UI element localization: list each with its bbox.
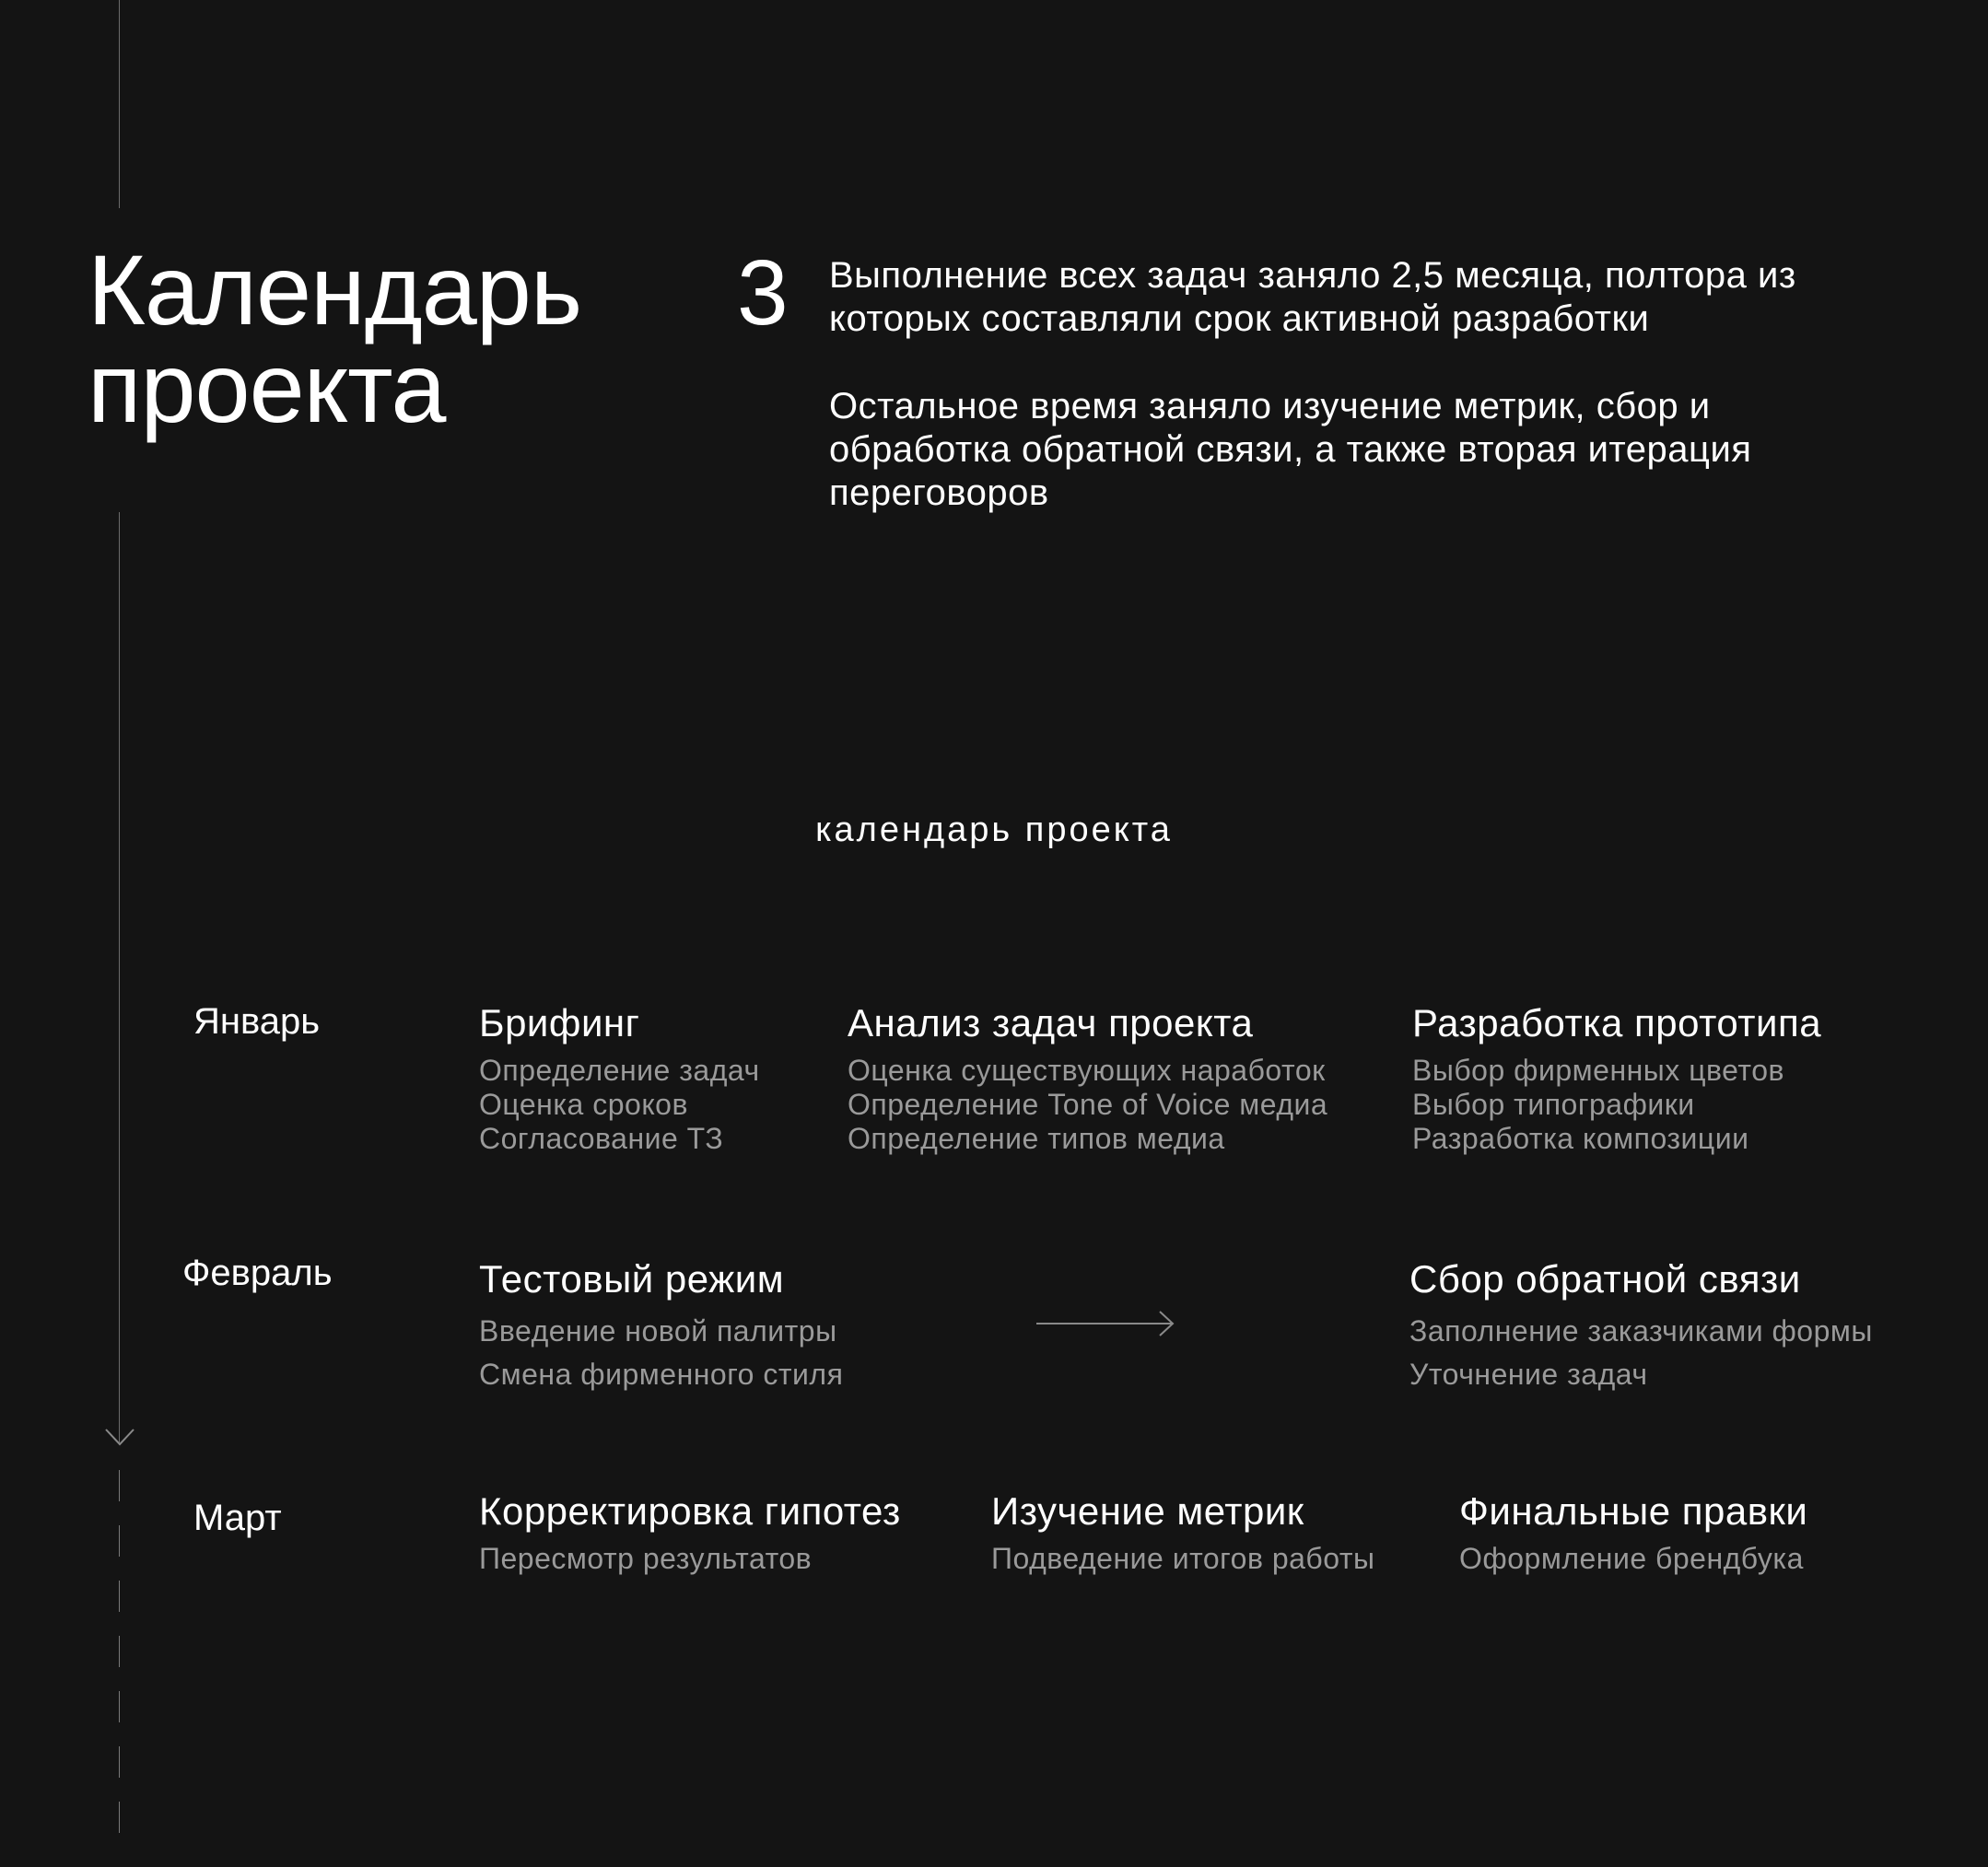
task-block	[1459, 1488, 1807, 1576]
task-item: Определение Tone of Voice медиа	[848, 1088, 1328, 1121]
calendar-title: календарь проекта	[815, 811, 1173, 849]
task-item: Разработка композиции	[1412, 1122, 1749, 1155]
task-item: Смена фирменного стиля	[479, 1358, 844, 1391]
task-heading: Разработка прототипа	[1412, 1001, 1822, 1044]
task-item: Заполнение заказчиками формы	[1409, 1314, 1873, 1348]
intro-paragraph-1: Выполнение всех задач заняло 2,5 месяца, полтора из которых составляли срок активной разработки	[829, 255, 1796, 339]
timeline-line-main	[119, 512, 120, 1442]
task-block	[848, 1000, 1327, 1156]
task-item: Пересмотр результатов	[479, 1542, 813, 1575]
intro-paragraph-2: Остальное время заняло изучение метрик, сбор и обработка обратной связи, а также вторая итерация переговоров	[829, 386, 1752, 513]
task-item: Оформление брендбука	[1459, 1542, 1804, 1575]
task-item: Подведение итогов работы	[991, 1542, 1375, 1575]
month-march: Март	[193, 1498, 282, 1538]
intro-text	[829, 254, 1806, 559]
task-item: Согласование ТЗ	[479, 1122, 724, 1155]
task-item: Оценка сроков	[479, 1088, 688, 1121]
task-item: Уточнение задач	[1409, 1358, 1648, 1391]
page-title: Календарь проекта	[88, 234, 582, 443]
timeline-arrow-down-icon	[104, 1417, 135, 1448]
section-number: 3	[737, 241, 789, 344]
task-item: Определение задач	[479, 1054, 760, 1087]
month-january: Январь	[193, 1001, 321, 1042]
task-item: Выбор фирменных цветов	[1412, 1054, 1784, 1087]
task-heading: Финальные правки	[1459, 1489, 1808, 1533]
arrow-right-icon	[1036, 1308, 1176, 1339]
task-heading: Анализ задач проекта	[848, 1001, 1254, 1044]
task-item: Определение типов медиа	[848, 1122, 1225, 1155]
task-item: Выбор типографики	[1412, 1088, 1695, 1121]
task-heading: Изучение метрик	[991, 1489, 1304, 1533]
month-february: Февраль	[182, 1253, 333, 1293]
task-block	[479, 1256, 843, 1396]
task-block	[479, 1000, 760, 1156]
task-block	[1409, 1256, 1873, 1396]
task-item: Оценка существующих наработок	[848, 1054, 1326, 1087]
task-item: Введение новой палитры	[479, 1314, 837, 1348]
task-heading: Брифинг	[479, 1001, 640, 1044]
task-heading: Сбор обратной связи	[1409, 1257, 1801, 1301]
task-block	[1412, 1000, 1821, 1156]
task-block	[479, 1488, 901, 1576]
task-heading: Корректировка гипотез	[479, 1489, 901, 1533]
timeline-line-top	[119, 0, 120, 208]
task-block	[991, 1488, 1375, 1576]
task-heading: Тестовый режим	[479, 1257, 785, 1301]
